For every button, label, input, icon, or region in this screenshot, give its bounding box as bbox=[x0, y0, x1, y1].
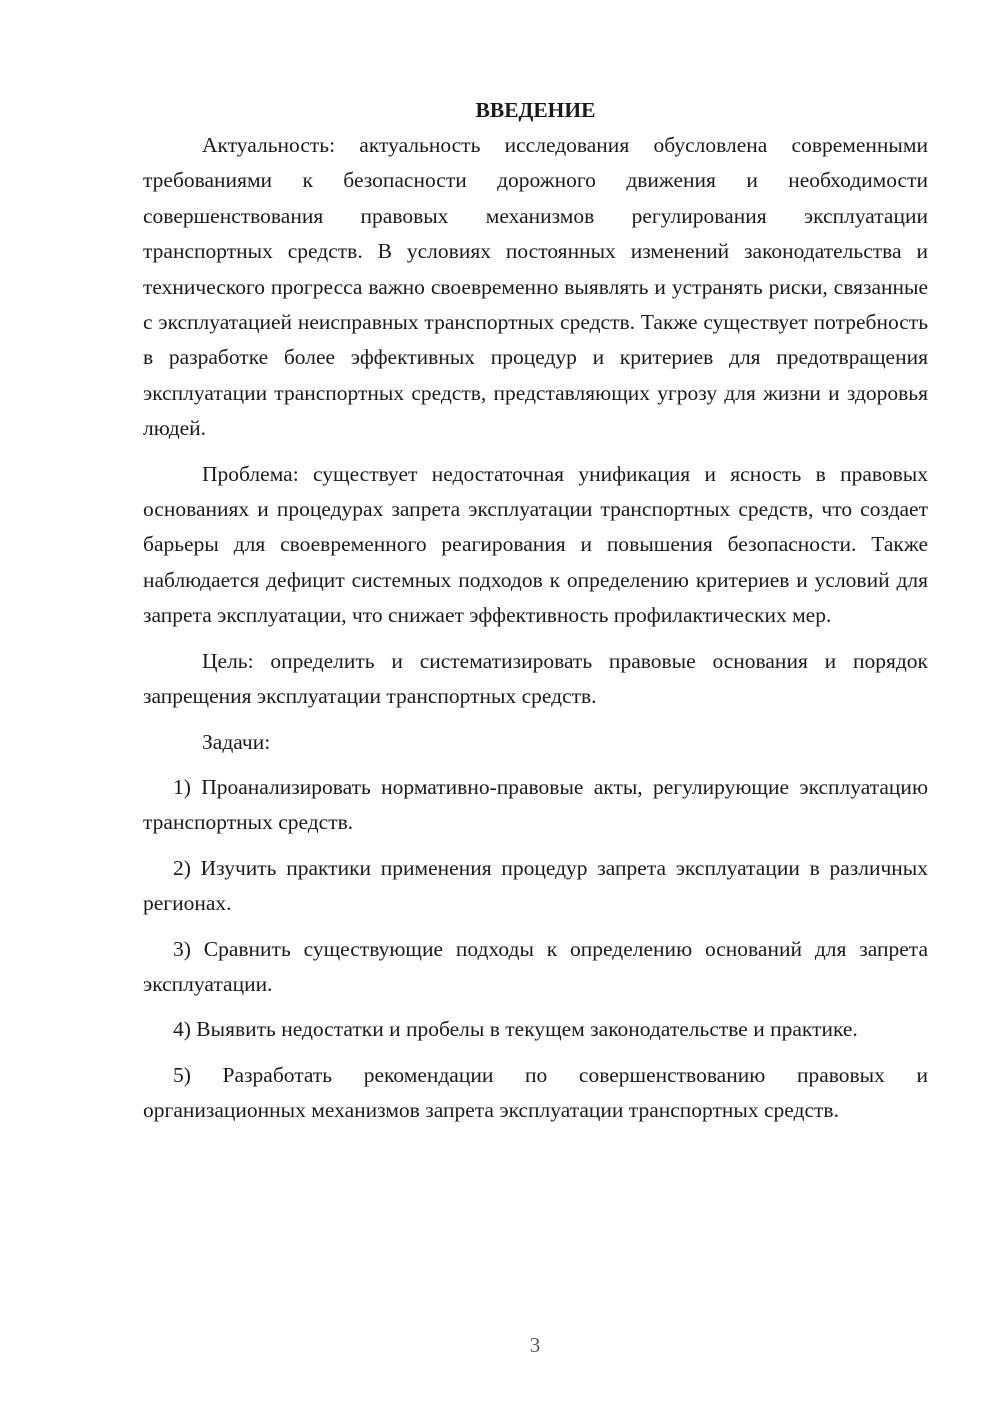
task-item-2: 2) Изучить практики применения процедур запрета эксплуатации в различных регионах. bbox=[143, 855, 928, 916]
problem-paragraph: Проблема: существует недостаточная унификация и ясность в правовых основаниях и процедурах запрета эксплуатации транспортных средств, что создает барьеры для своевременного реагирования и повышения безопасности. Также наблюдается дефицит системных подходов к определению критериев и условий для запрета эксплуатации, что снижает эффективность профилактических мер. bbox=[143, 461, 928, 628]
task-item-3: 3) Сравнить существующие подходы к определению оснований для запрета эксплуатации. bbox=[143, 936, 928, 996]
task-item-5: 5) Разработать рекомендации по совершенствованию правовых и организационных механизмов запрета эксплуатации транспортных средств. bbox=[143, 1062, 928, 1123]
section-heading: ВВЕДЕНИЕ bbox=[475, 98, 596, 122]
page-content bbox=[143, 92, 928, 1139]
relevance-paragraph: Актуальность: актуальность исследования обусловлена современными требованиями к безопасности дорожного движения и необходимости совершенствования правовых механизмов регулирования эксплуатации транспортных средств. В условиях постоянных изменений законодательства и технического прогресса важно своевременно выявлять и устранять риски, связанные с эксплуатацией неисправных транспортных средств. Также существует потребность в разработке более эффективных процедур и критериев для предотвращения эксплуатации транспортных средств, представляющих угрозу для жизни и здоровья людей. bbox=[143, 133, 928, 441]
task-item-1: 1) Проанализировать нормативно-правовые акты, регулирующие эксплуатацию транспортных средств. bbox=[143, 774, 928, 835]
page-number: 3 bbox=[529, 1333, 541, 1357]
goal-paragraph: Цель: определить и систематизировать правовые основания и порядок запрещения эксплуатации транспортных средств. bbox=[143, 648, 928, 709]
tasks-label: Задачи: bbox=[202, 729, 271, 754]
task-item-4: 4) Выявить недостатки и пробелы в текущем законодательстве и практике. bbox=[173, 1017, 858, 1042]
